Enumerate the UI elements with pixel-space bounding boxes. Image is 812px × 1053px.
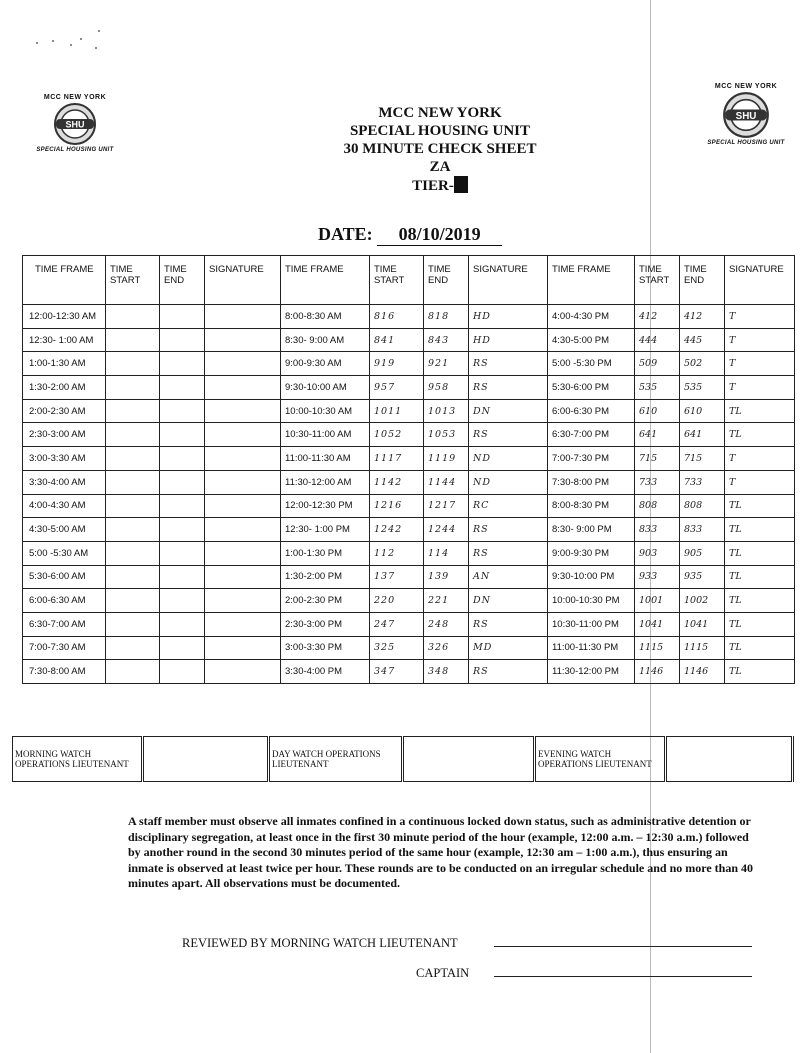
time-start-cell[interactable]: 903 [635, 541, 680, 565]
time-frame-cell: 6:30-7:00 PM [548, 423, 635, 447]
signature-cell[interactable]: TL [725, 541, 795, 565]
table-row [23, 541, 795, 565]
signature-cell[interactable] [205, 565, 281, 589]
time-start-cell[interactable]: 833 [635, 518, 680, 542]
time-start-cell[interactable]: 112 [370, 541, 424, 565]
signature-cell[interactable]: RS [469, 376, 548, 400]
time-end-cell[interactable] [160, 518, 205, 542]
signature-cell[interactable]: TL [725, 565, 795, 589]
header-line1: MCC NEW YORK [378, 105, 502, 121]
table-row [23, 399, 795, 423]
time-start-cell[interactable]: 247 [370, 612, 424, 636]
time-end-cell[interactable] [160, 636, 205, 660]
signature-cell[interactable]: RS [469, 660, 548, 684]
time-end-cell[interactable] [160, 494, 205, 518]
logo-bottom-text: SPECIAL HOUSING UNIT [36, 147, 114, 153]
time-end-cell[interactable]: 715 [680, 447, 725, 471]
time-start-cell[interactable]: 1142 [370, 470, 424, 494]
time-end-cell[interactable]: 1144 [424, 470, 469, 494]
time-start-cell[interactable] [106, 328, 160, 352]
signature-cell[interactable]: ND [469, 470, 548, 494]
time-end-cell[interactable]: 641 [680, 423, 725, 447]
time-end-cell[interactable]: 610 [680, 399, 725, 423]
signature-cell[interactable] [205, 376, 281, 400]
signature-cell[interactable]: DN [469, 399, 548, 423]
signature-cell[interactable]: AN [469, 565, 548, 589]
time-end-cell[interactable]: 1244 [424, 518, 469, 542]
time-end-cell[interactable] [160, 328, 205, 352]
signature-cell[interactable] [205, 423, 281, 447]
time-start-cell[interactable]: 1041 [635, 612, 680, 636]
signature-cell[interactable] [205, 636, 281, 660]
time-start-cell[interactable] [106, 518, 160, 542]
page-header [250, 104, 630, 195]
signature-cell[interactable]: T [725, 447, 795, 471]
time-start-cell[interactable]: 1001 [635, 589, 680, 613]
shu-badge-icon [722, 91, 770, 139]
time-end-cell[interactable]: 326 [424, 636, 469, 660]
signature-cell[interactable] [205, 518, 281, 542]
signature-cell[interactable]: HD [469, 305, 548, 329]
time-start-cell[interactable]: 347 [370, 660, 424, 684]
signature-cell[interactable]: ND [469, 447, 548, 471]
time-start-cell[interactable]: 919 [370, 352, 424, 376]
badge-text: SHU [735, 110, 757, 122]
time-end-cell[interactable]: 445 [680, 328, 725, 352]
time-end-cell[interactable]: 1146 [680, 660, 725, 684]
check-sheet-table [22, 255, 795, 684]
time-start-cell[interactable] [106, 494, 160, 518]
table-row [23, 565, 795, 589]
time-end-cell[interactable]: 808 [680, 494, 725, 518]
time-end-cell[interactable] [160, 470, 205, 494]
time-end-cell[interactable] [160, 589, 205, 613]
time-start-cell[interactable]: 509 [635, 352, 680, 376]
time-end-cell[interactable]: 958 [424, 376, 469, 400]
time-end-cell[interactable] [160, 660, 205, 684]
time-frame-cell: 3:00-3:30 AM [23, 447, 106, 471]
signature-cell[interactable]: T [725, 328, 795, 352]
time-end-cell[interactable]: 1041 [680, 612, 725, 636]
time-end-cell[interactable]: 248 [424, 612, 469, 636]
time-frame-cell: 9:30-10:00 PM [548, 565, 635, 589]
time-frame-cell: 8:30- 9:00 AM [281, 328, 370, 352]
time-end-cell[interactable] [160, 305, 205, 329]
time-end-cell[interactable]: 1053 [424, 423, 469, 447]
column-header: TIME FRAME [23, 256, 106, 305]
time-frame-cell: 7:00-7:30 AM [23, 636, 106, 660]
time-frame-cell: 6:30-7:00 AM [23, 612, 106, 636]
time-end-cell[interactable] [160, 352, 205, 376]
table-header-row [23, 256, 795, 305]
time-start-cell[interactable]: 1146 [635, 660, 680, 684]
column-header: TIME END [424, 256, 469, 305]
evening-watch-label: EVENING WATCH OPERATIONS LIEUTENANT [535, 737, 666, 782]
time-frame-cell: 2:00-2:30 PM [281, 589, 370, 613]
time-end-cell[interactable] [160, 376, 205, 400]
morning-watch-signature[interactable] [143, 737, 269, 782]
time-frame-cell: 4:00-4:30 PM [548, 305, 635, 329]
time-start-cell[interactable]: 610 [635, 399, 680, 423]
time-start-cell[interactable]: 733 [635, 470, 680, 494]
table-row [23, 494, 795, 518]
captain-label: CAPTAIN [416, 966, 470, 980]
tier-label: TIER- [412, 178, 454, 194]
column-header: TIME START [370, 256, 424, 305]
time-frame-cell: 1:00-1:30 AM [23, 352, 106, 376]
time-frame-cell: 9:30-10:00 AM [281, 376, 370, 400]
column-header: TIME START [106, 256, 160, 305]
time-end-cell[interactable] [160, 447, 205, 471]
time-start-cell[interactable]: 1117 [370, 447, 424, 471]
time-frame-cell: 6:00-6:30 PM [548, 399, 635, 423]
header-line4: ZA [429, 159, 451, 175]
time-frame-cell: 1:00-1:30 PM [281, 541, 370, 565]
table-row [23, 612, 795, 636]
signature-cell[interactable]: RC [469, 494, 548, 518]
time-start-cell[interactable]: 444 [635, 328, 680, 352]
time-start-cell[interactable]: 957 [370, 376, 424, 400]
time-end-cell[interactable]: 114 [424, 541, 469, 565]
time-start-cell[interactable]: 841 [370, 328, 424, 352]
table-row [23, 589, 795, 613]
time-frame-cell: 12:00-12:30 AM [23, 305, 106, 329]
time-frame-cell: 4:00-4:30 AM [23, 494, 106, 518]
column-header: TIME END [160, 256, 205, 305]
time-end-cell[interactable]: 1002 [680, 589, 725, 613]
time-frame-cell: 7:30-8:00 AM [23, 660, 106, 684]
signature-cell[interactable]: RS [469, 352, 548, 376]
time-end-cell[interactable] [160, 541, 205, 565]
time-start-cell[interactable]: 816 [370, 305, 424, 329]
signature-cell[interactable]: TL [725, 494, 795, 518]
table-row [23, 636, 795, 660]
time-frame-cell: 9:00-9:30 AM [281, 352, 370, 376]
time-frame-cell: 10:30-11:00 AM [281, 423, 370, 447]
column-header: SIGNATURE [205, 256, 281, 305]
time-start-cell[interactable] [106, 612, 160, 636]
time-start-cell[interactable]: 808 [635, 494, 680, 518]
shu-logo-left [35, 94, 115, 153]
time-frame-cell: 6:00-6:30 AM [23, 589, 106, 613]
time-frame-cell: 3:30-4:00 PM [281, 660, 370, 684]
date-label: DATE: [318, 224, 373, 244]
time-frame-cell: 7:00-7:30 PM [548, 447, 635, 471]
time-start-cell[interactable]: 715 [635, 447, 680, 471]
time-end-cell[interactable]: 1013 [424, 399, 469, 423]
date-row [318, 224, 502, 246]
time-end-cell[interactable] [160, 399, 205, 423]
signature-cell[interactable]: TL [725, 518, 795, 542]
date-value: 08/10/2019 [377, 224, 502, 246]
redaction-box: I [454, 176, 468, 193]
time-frame-cell: 2:30-3:00 AM [23, 423, 106, 447]
signature-cell[interactable]: RS [469, 518, 548, 542]
time-frame-cell: 5:00 -5:30 PM [548, 352, 635, 376]
time-frame-cell: 12:30- 1:00 AM [23, 328, 106, 352]
time-frame-cell: 11:30-12:00 AM [281, 470, 370, 494]
time-start-cell[interactable] [106, 305, 160, 329]
header-line5 [250, 176, 630, 195]
time-start-cell[interactable]: 1115 [635, 636, 680, 660]
time-end-cell[interactable]: 843 [424, 328, 469, 352]
time-start-cell[interactable] [106, 423, 160, 447]
time-frame-cell: 8:00-8:30 PM [548, 494, 635, 518]
column-header: TIME START [635, 256, 680, 305]
time-frame-cell: 7:30-8:00 PM [548, 470, 635, 494]
time-frame-cell: 11:00-11:30 PM [548, 636, 635, 660]
time-end-cell[interactable]: 818 [424, 305, 469, 329]
column-header: TIME END [680, 256, 725, 305]
signature-cell[interactable] [205, 328, 281, 352]
time-frame-cell: 3:30-4:00 AM [23, 470, 106, 494]
table-row [23, 447, 795, 471]
time-frame-cell: 5:00 -5:30 AM [23, 541, 106, 565]
time-frame-cell: 11:30-12:00 PM [548, 660, 635, 684]
time-end-cell[interactable]: 139 [424, 565, 469, 589]
time-end-cell[interactable]: 733 [680, 470, 725, 494]
time-start-cell[interactable]: 220 [370, 589, 424, 613]
instructions-paragraph: A staff member must observe all inmates confined in a continuous locked down status, such as administrative detention or disciplinary segregation, at least once in the first 30 minute period of the hour (example, 12:00 a.m. – 12:30 a.m.) followed by another round in the second 30 minutes period of the same hour (example, 12:30 am – 1:00 a.m.), thus ensuring an inmate is observed at least twice per hour. These rounds are to be conducted on an irregular schedule and no more than 40 minutes apart. All observations must be documented. [128, 814, 754, 890]
table-row [23, 305, 795, 329]
signature-cell[interactable]: T [725, 352, 795, 376]
time-start-cell[interactable] [106, 352, 160, 376]
table-row [23, 376, 795, 400]
signature-cell[interactable]: TL [725, 589, 795, 613]
time-frame-cell: 12:30- 1:00 PM [281, 518, 370, 542]
table-row [23, 423, 795, 447]
time-end-cell[interactable] [160, 565, 205, 589]
time-start-cell[interactable]: 1216 [370, 494, 424, 518]
time-start-cell[interactable] [106, 589, 160, 613]
time-end-cell[interactable]: 221 [424, 589, 469, 613]
signature-cell[interactable] [205, 399, 281, 423]
time-end-cell[interactable]: 1217 [424, 494, 469, 518]
signature-cell[interactable] [205, 660, 281, 684]
signature-cell[interactable]: HD [469, 328, 548, 352]
time-end-cell[interactable]: 935 [680, 565, 725, 589]
table-row [23, 352, 795, 376]
column-header: TIME FRAME [281, 256, 370, 305]
signature-cell[interactable] [205, 612, 281, 636]
time-frame-cell: 10:30-11:00 PM [548, 612, 635, 636]
time-frame-cell: 1:30-2:00 AM [23, 376, 106, 400]
time-frame-cell: 9:00-9:30 PM [548, 541, 635, 565]
time-end-cell[interactable]: 833 [680, 518, 725, 542]
time-frame-cell: 11:00-11:30 AM [281, 447, 370, 471]
evening-watch-signature[interactable] [666, 737, 793, 782]
signature-cell[interactable]: RS [469, 541, 548, 565]
time-start-cell[interactable] [106, 660, 160, 684]
badge-text: SHU [65, 119, 85, 130]
time-start-cell[interactable] [106, 636, 160, 660]
signature-cell[interactable] [205, 470, 281, 494]
time-start-cell[interactable]: 1052 [370, 423, 424, 447]
signature-cell[interactable]: TL [725, 636, 795, 660]
time-end-cell[interactable]: 412 [680, 305, 725, 329]
table-row [23, 660, 795, 684]
time-start-cell[interactable] [106, 399, 160, 423]
time-end-cell[interactable]: 905 [680, 541, 725, 565]
signature-cell[interactable] [205, 352, 281, 376]
signature-cell[interactable] [205, 589, 281, 613]
time-frame-cell: 4:30-5:00 AM [23, 518, 106, 542]
logo-top-text: MCC NEW YORK [43, 94, 107, 101]
time-frame-cell: 2:00-2:30 AM [23, 399, 106, 423]
time-frame-cell: 12:00-12:30 PM [281, 494, 370, 518]
time-end-cell[interactable]: 1119 [424, 447, 469, 471]
signature-cell[interactable]: RS [469, 423, 548, 447]
logo-top-text: MCC NEW YORK [714, 83, 778, 90]
time-end-cell[interactable] [160, 423, 205, 447]
day-watch-label: DAY WATCH OPERATIONS LIEUTENANT [269, 737, 403, 782]
time-start-cell[interactable]: 137 [370, 565, 424, 589]
time-start-cell[interactable]: 1011 [370, 399, 424, 423]
signature-cell[interactable]: T [725, 305, 795, 329]
table-row [23, 518, 795, 542]
reviewed-label: REVIEWED BY MORNING WATCH LIEUTENANT [182, 936, 458, 950]
time-start-cell[interactable]: 412 [635, 305, 680, 329]
header-line2: SPECIAL HOUSING UNIT [349, 123, 531, 139]
signature-cell[interactable]: TL [725, 399, 795, 423]
time-start-cell[interactable] [106, 541, 160, 565]
signature-cell[interactable]: TL [725, 660, 795, 684]
logo-bottom-text: SPECIAL HOUSING UNIT [707, 140, 785, 146]
time-frame-cell: 10:00-10:30 PM [548, 589, 635, 613]
signature-cell[interactable]: TL [725, 423, 795, 447]
time-end-cell[interactable]: 921 [424, 352, 469, 376]
time-start-cell[interactable]: 535 [635, 376, 680, 400]
signature-cell[interactable]: T [725, 470, 795, 494]
captain-signature-line[interactable] [494, 976, 752, 977]
signature-cell[interactable] [205, 541, 281, 565]
time-frame-cell: 4:30-5:00 PM [548, 328, 635, 352]
table-row [23, 470, 795, 494]
time-frame-cell: 3:00-3:30 PM [281, 636, 370, 660]
time-frame-cell: 5:30-6:00 PM [548, 376, 635, 400]
morning-watch-label: MORNING WATCH OPERATIONS LIEUTENANT [13, 737, 143, 782]
time-start-cell[interactable]: 641 [635, 423, 680, 447]
time-end-cell[interactable] [160, 612, 205, 636]
table-row [23, 328, 795, 352]
time-frame-cell: 8:30- 9:00 PM [548, 518, 635, 542]
shu-badge-icon [53, 102, 97, 146]
signature-cell[interactable]: T [725, 376, 795, 400]
reviewed-signature-line[interactable] [494, 946, 752, 947]
shu-logo-right [706, 83, 786, 146]
time-start-cell[interactable] [106, 565, 160, 589]
signature-cell[interactable] [205, 494, 281, 518]
signature-cell[interactable] [205, 447, 281, 471]
column-header: TIME FRAME [548, 256, 635, 305]
time-frame-cell: 8:00-8:30 AM [281, 305, 370, 329]
time-frame-cell: 10:00-10:30 AM [281, 399, 370, 423]
watch-lieutenant-table [12, 736, 794, 782]
time-frame-cell: 2:30-3:00 PM [281, 612, 370, 636]
signature-cell[interactable]: MD [469, 636, 548, 660]
time-end-cell[interactable]: 348 [424, 660, 469, 684]
time-start-cell[interactable] [106, 470, 160, 494]
time-frame-cell: 1:30-2:00 PM [281, 565, 370, 589]
day-watch-signature[interactable] [403, 737, 535, 782]
signature-cell[interactable]: TL [725, 612, 795, 636]
time-end-cell[interactable]: 1115 [680, 636, 725, 660]
column-header: SIGNATURE [725, 256, 795, 305]
signature-cell[interactable] [205, 305, 281, 329]
header-line3: 30 MINUTE CHECK SHEET [343, 141, 537, 157]
signature-cell[interactable]: DN [469, 589, 548, 613]
signature-cell[interactable]: RS [469, 612, 548, 636]
time-start-cell[interactable]: 325 [370, 636, 424, 660]
time-end-cell[interactable]: 502 [680, 352, 725, 376]
time-start-cell[interactable] [106, 447, 160, 471]
column-header: SIGNATURE [469, 256, 548, 305]
time-start-cell[interactable]: 933 [635, 565, 680, 589]
time-start-cell[interactable]: 1242 [370, 518, 424, 542]
time-start-cell[interactable] [106, 376, 160, 400]
time-frame-cell: 5:30-6:00 AM [23, 565, 106, 589]
time-end-cell[interactable]: 535 [680, 376, 725, 400]
